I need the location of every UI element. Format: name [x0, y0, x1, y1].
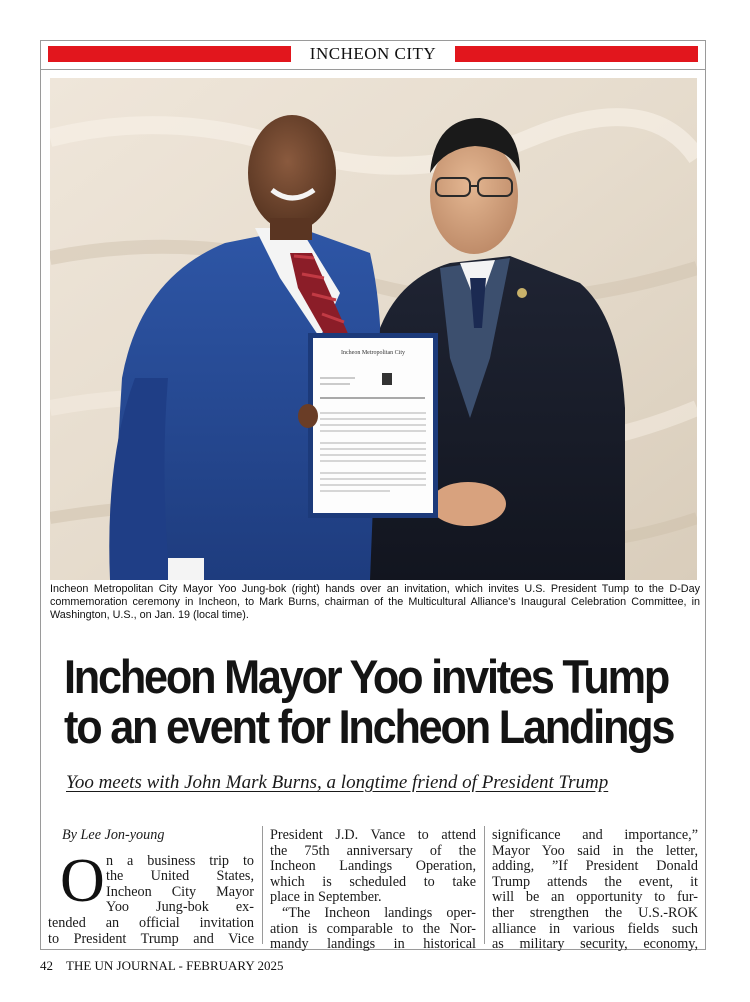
text-line: will be an opportunity to fur-: [492, 889, 698, 906]
text-line: ation is comparable to the Nor-: [270, 920, 476, 937]
text-line: to President Trump and Vice: [48, 930, 254, 947]
text-line: as military security, economy,: [492, 936, 698, 953]
text-line: place in September.: [270, 889, 382, 906]
text-line: Incheon Landings Operation,: [270, 858, 476, 875]
article-column-2: [270, 828, 476, 953]
drop-cap: O: [60, 846, 105, 915]
headline-line-2: to an event for Incheon Landings: [64, 700, 674, 753]
text-line: Yoo Jung-bok ex-: [106, 899, 254, 916]
byline: By Lee Jon-young: [62, 827, 165, 843]
text-line: ther strengthen the U.S.-ROK: [492, 904, 698, 921]
section-bar-right: [455, 46, 698, 62]
page-footer: [40, 958, 284, 974]
text-line: mandy landings in historical: [270, 936, 476, 953]
text-line: Incheon City Mayor: [106, 883, 254, 900]
headline: [64, 650, 674, 753]
text-line: “The Incheon landings oper-: [282, 904, 476, 921]
lead-paragraph: [48, 846, 254, 948]
column-divider: [262, 826, 263, 944]
text-line: Mayor Yoo said in the letter,: [492, 842, 698, 859]
text-line: significance and importance,”: [492, 827, 698, 843]
subheadline: Yoo meets with John Mark Burns, a longtime friend of President Trump: [66, 772, 609, 793]
photo-caption: Incheon Metropolitan City Mayor Yoo Jung-bok (right) hands over an invitation, which invites U.S. President Tump to the D-Day commemoration ceremony in Incheon, to Mark Burns, chairman of the Multicultural Alliance's Inaugural Celebration Committee, in Washington, U.S., on Jan. 19 (local time).: [50, 583, 700, 621]
article-column-1: [48, 828, 254, 947]
letter-header: Incheon Metropolitan City: [341, 350, 405, 356]
article-photo: [50, 78, 697, 580]
section-title: INCHEON CITY: [309, 44, 437, 63]
header-rule: [40, 69, 706, 70]
text-line: alliance in various fields such: [492, 920, 698, 937]
section-bar-left: [48, 46, 291, 62]
page-number: 42: [40, 958, 53, 973]
text-line: n a business trip to: [106, 852, 254, 869]
column-divider: [484, 826, 485, 944]
text-line: President J.D. Vance to attend: [270, 827, 476, 843]
article-column-3: [492, 828, 698, 953]
text-line: which is scheduled to take: [270, 873, 476, 890]
text-line: tended an official invitation: [48, 914, 254, 931]
text-line: adding, ”If President Donald: [492, 858, 698, 875]
text-line: the United States,: [106, 868, 254, 885]
text-line: Trump attends the event, it: [492, 873, 698, 890]
publication-name: THE UN JOURNAL - FEBRUARY 2025: [66, 958, 284, 973]
text-line: the 75th anniversary of the: [270, 842, 476, 859]
headline-line-1: Incheon Mayor Yoo invites Tump: [64, 650, 669, 703]
